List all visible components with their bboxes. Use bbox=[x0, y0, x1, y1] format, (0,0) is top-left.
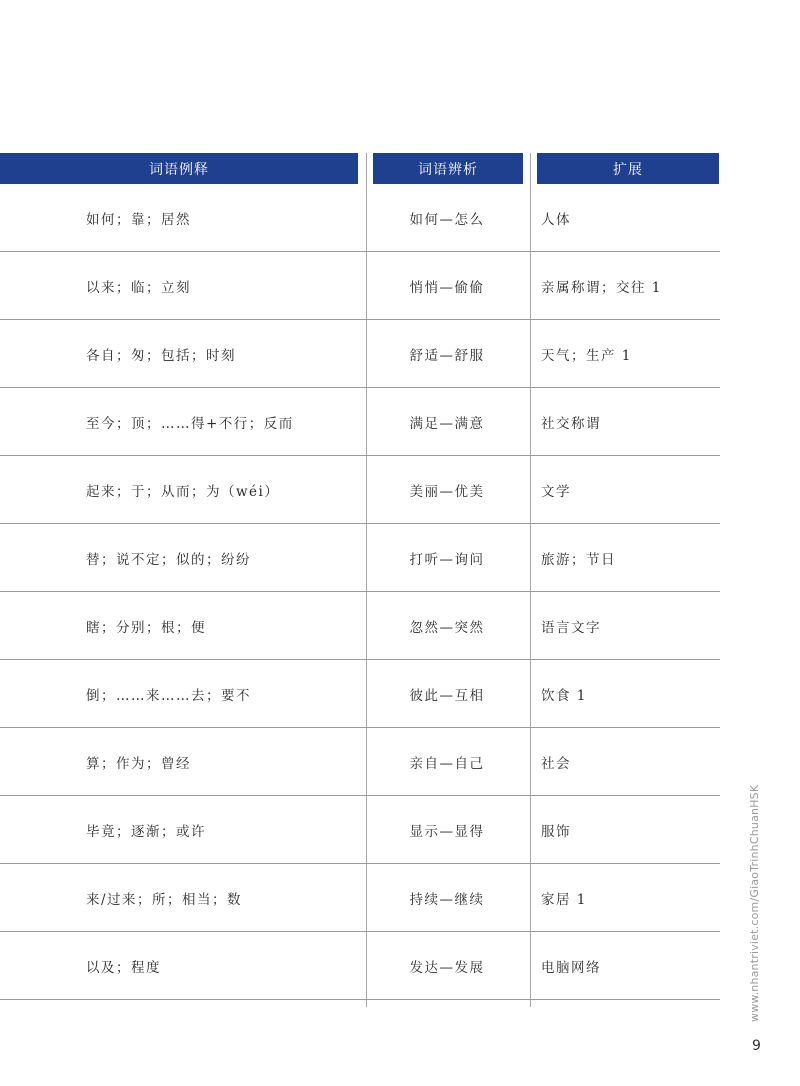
page-number: 9 bbox=[752, 1038, 761, 1054]
cell-analysis: 打听—询问 bbox=[409, 551, 485, 568]
cell-extension: 饮食 1 bbox=[541, 687, 587, 704]
header-word-analysis: 词语辨析 bbox=[373, 153, 523, 184]
cell-extension: 服饰 bbox=[541, 823, 571, 840]
cell-analysis: 舒适—舒服 bbox=[409, 347, 485, 364]
cell-extension: 语言文字 bbox=[541, 619, 601, 636]
table-row bbox=[0, 388, 720, 456]
cell-extension: 社会 bbox=[541, 755, 571, 772]
cell-analysis: 美丽—优美 bbox=[409, 483, 485, 500]
table-row bbox=[0, 592, 720, 660]
cell-extension: 文学 bbox=[541, 483, 571, 500]
cell-extension: 社交称谓 bbox=[541, 415, 601, 432]
cell-examples: 至今；顶；……得+不行；反而 bbox=[86, 415, 294, 432]
cell-extension: 亲属称谓；交往 1 bbox=[541, 279, 662, 296]
cell-analysis: 满足—满意 bbox=[409, 415, 485, 432]
table-row bbox=[0, 864, 720, 932]
table-row bbox=[0, 252, 720, 320]
cell-analysis: 持续—继续 bbox=[409, 891, 485, 908]
cell-examples: 毕竟；逐渐；或许 bbox=[86, 823, 206, 840]
cell-examples: 起来；于；从而；为（wéi） bbox=[86, 483, 280, 500]
header-extension: 扩展 bbox=[537, 153, 719, 184]
cell-extension: 电脑网络 bbox=[541, 959, 601, 976]
table-row bbox=[0, 796, 720, 864]
cell-extension: 家居 1 bbox=[541, 891, 587, 908]
cell-analysis: 发达—发展 bbox=[409, 959, 485, 976]
cell-analysis: 悄悄—偷偷 bbox=[409, 279, 485, 296]
table-row bbox=[0, 456, 720, 524]
cell-examples: 算；作为；曾经 bbox=[86, 755, 191, 772]
cell-examples: 来/过来；所；相当；数 bbox=[86, 891, 243, 908]
table-row bbox=[0, 660, 720, 728]
cell-extension: 人体 bbox=[541, 211, 571, 228]
table-row bbox=[0, 932, 720, 1000]
cell-analysis: 显示—显得 bbox=[409, 823, 485, 840]
cell-analysis: 彼此—互相 bbox=[409, 687, 485, 704]
cell-examples: 倒；……来……去；要不 bbox=[86, 687, 251, 704]
cell-analysis: 如何—怎么 bbox=[409, 211, 485, 228]
cell-examples: 替；说不定；似的；纷纷 bbox=[86, 551, 251, 568]
table-row bbox=[0, 728, 720, 796]
cell-examples: 各自；匆；包括；时刻 bbox=[86, 347, 236, 364]
cell-examples: 以来；临；立刻 bbox=[86, 279, 191, 296]
cell-analysis: 亲自—自己 bbox=[409, 755, 485, 772]
cell-extension: 天气；生产 1 bbox=[541, 347, 632, 364]
table-row bbox=[0, 320, 720, 388]
table-body bbox=[0, 184, 720, 1000]
cell-analysis: 忽然—突然 bbox=[409, 619, 485, 636]
table-row bbox=[0, 184, 720, 252]
cell-extension: 旅游；节日 bbox=[541, 551, 616, 568]
cell-examples: 瞎；分别；根；便 bbox=[86, 619, 206, 636]
table-row bbox=[0, 524, 720, 592]
cell-examples: 以及；程度 bbox=[86, 959, 161, 976]
side-url-watermark: www.nhantriviet.com/GiaoTrinhChuanHSK bbox=[748, 784, 761, 1022]
header-word-examples: 词语例释 bbox=[0, 153, 358, 184]
cell-examples: 如何；靠；居然 bbox=[86, 211, 191, 228]
